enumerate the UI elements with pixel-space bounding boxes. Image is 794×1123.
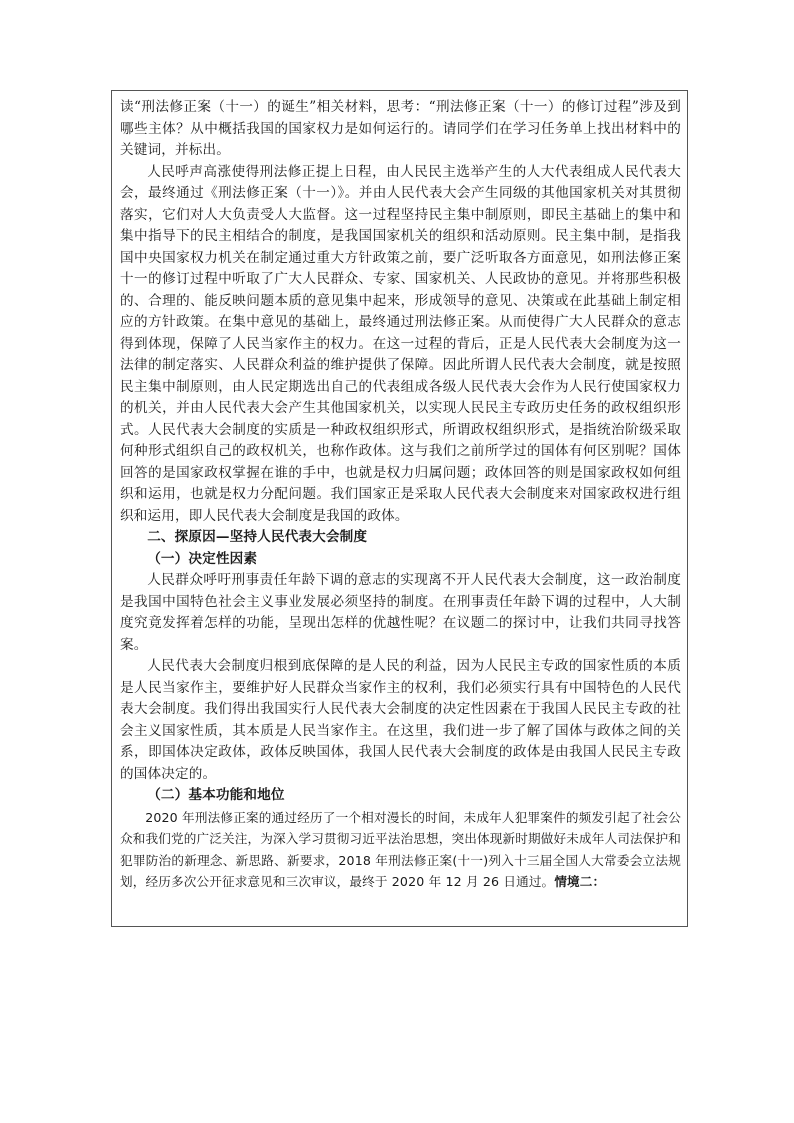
content-table-cell <box>111 90 688 927</box>
scenario-two-label: 情境二： <box>554 874 606 889</box>
analysis-paragraph-4 <box>120 807 681 893</box>
subheading-basic-function: （二）基本功能和地位 <box>147 787 285 803</box>
subheading-decisive-factor: （一）决定性因素 <box>147 550 258 567</box>
paragraph-4-text: 2020 年刑法修正案的通过经历了一个相对漫长的时间，未成年人犯罪案件的频发引起了社会公众和我们党的广泛关注，为深入学习贯彻习近平法治思想，突出体现新时期做好未成年人司法保护和犯罪防治的新理念、新思路、新要求，2018 年刑法修正案(十一)列入十三届全国人大常委会立法规划，经历多次公开征求意见和三次审议，最终于 2020 年 12 月 26 日通过。 <box>120 809 681 889</box>
analysis-paragraph-3: 人民代表大会制度归根到底保障的是人民的利益，因为人民民主专政的国家性质的本质是人民当家作主，要维护好人民群众当家作主的权利，我们必须实行具有中国特色的人民代表大会制度。我们得出我国实行人民代表大会制度的决定性因素在于我国人民民主专政的社会主义国家性质，其本质是人民当家作主。在这里，我们进一步了解了国体与政体之间的关系，即国体决定政体，政体反映国体，我国人民代表大会制度的政体是由我国人民民主专政的国体决定的。 <box>120 658 681 782</box>
analysis-paragraph-1: 人民呼声高涨使得刑法修正提上日程，由人民民主选举产生的人大代表组成人民代表大会，最终通过《刑法修正案（十一）》。并由人民代表大会产生同级的其他国家机关对其贯彻落实，它们对人大负责受人大监督。这一过程坚持民主集中制原则，即民主基础上的集中和集中指导下的民主相结合的制度，是我国国家机关的组织和活动原则。民主集中制，是指我国中央国家权力机关在制定通过重大方针政策之前，要广泛听取各方面意见，如刑法修正案十一的修订过程中听取了广大人民群众、专家、国家机关、人民政协的意见。并将那些积极的、合理的、能反映问题本质的意见集中起来，形成领导的意见、决策或在此基础上制定相应的方针政策。在集中意见的基础上，最终通过刑法修正案。从而使得广大人民群众的意志得到体现，保障了人民当家作主的权力。在这一过程的背后，正是人民代表大会制度为这一法律的制定落实、人民群众利益的维护提供了保障。因此所谓人民代表大会制度，就是按照民主集中制原则，由人民定期选出自己的代表组成各级人民代表大会作为人民行使国家权力的机关，并由人民代表大会产生其他国家机关，以实现人民民主专政历史任务的政权组织形式。人民代表大会制度的实质是一种政权组织形式，所谓政权组织形式，是指统治阶级采取何种形式组织自己的政权机关，也称作政体。这与我们之前所学过的国体有何区别呢？国体回答的是国家政权掌握在谁的手中，也就是权力归属问题；政体回答的则是国家政权如何组织和运用，也就是权力分配问题。我们国家正是采取人民代表大会制度来对国家政权进行组织和运用，即人民代表大会制度是我国的政体。 <box>120 163 681 524</box>
document-body <box>120 97 681 893</box>
intro-paragraph: 读“刑法修正案（十一）的诞生”相关材料，思考：“刑法修正案（十一）的修订过程”涉及到哪些主体？从中概括我国的国家权力是如何运行的。请同学们在学习任务单上找出材料中的关键词，并标出。 <box>120 99 681 158</box>
analysis-paragraph-2: 人民群众呼吁刑事责任年龄下调的意志的实现离不开人民代表大会制度，这一政治制度是我国中国特色社会主义事业发展必须坚持的制度。在刑事责任年龄下调的过程中，人大制度究竟发挥着怎样的功能，呈现出怎样的优越性呢？在议题二的探讨中，让我们共同寻找答案。 <box>120 572 681 653</box>
section-heading-2: 二、探原因—坚持人民代表大会制度 <box>147 529 368 545</box>
